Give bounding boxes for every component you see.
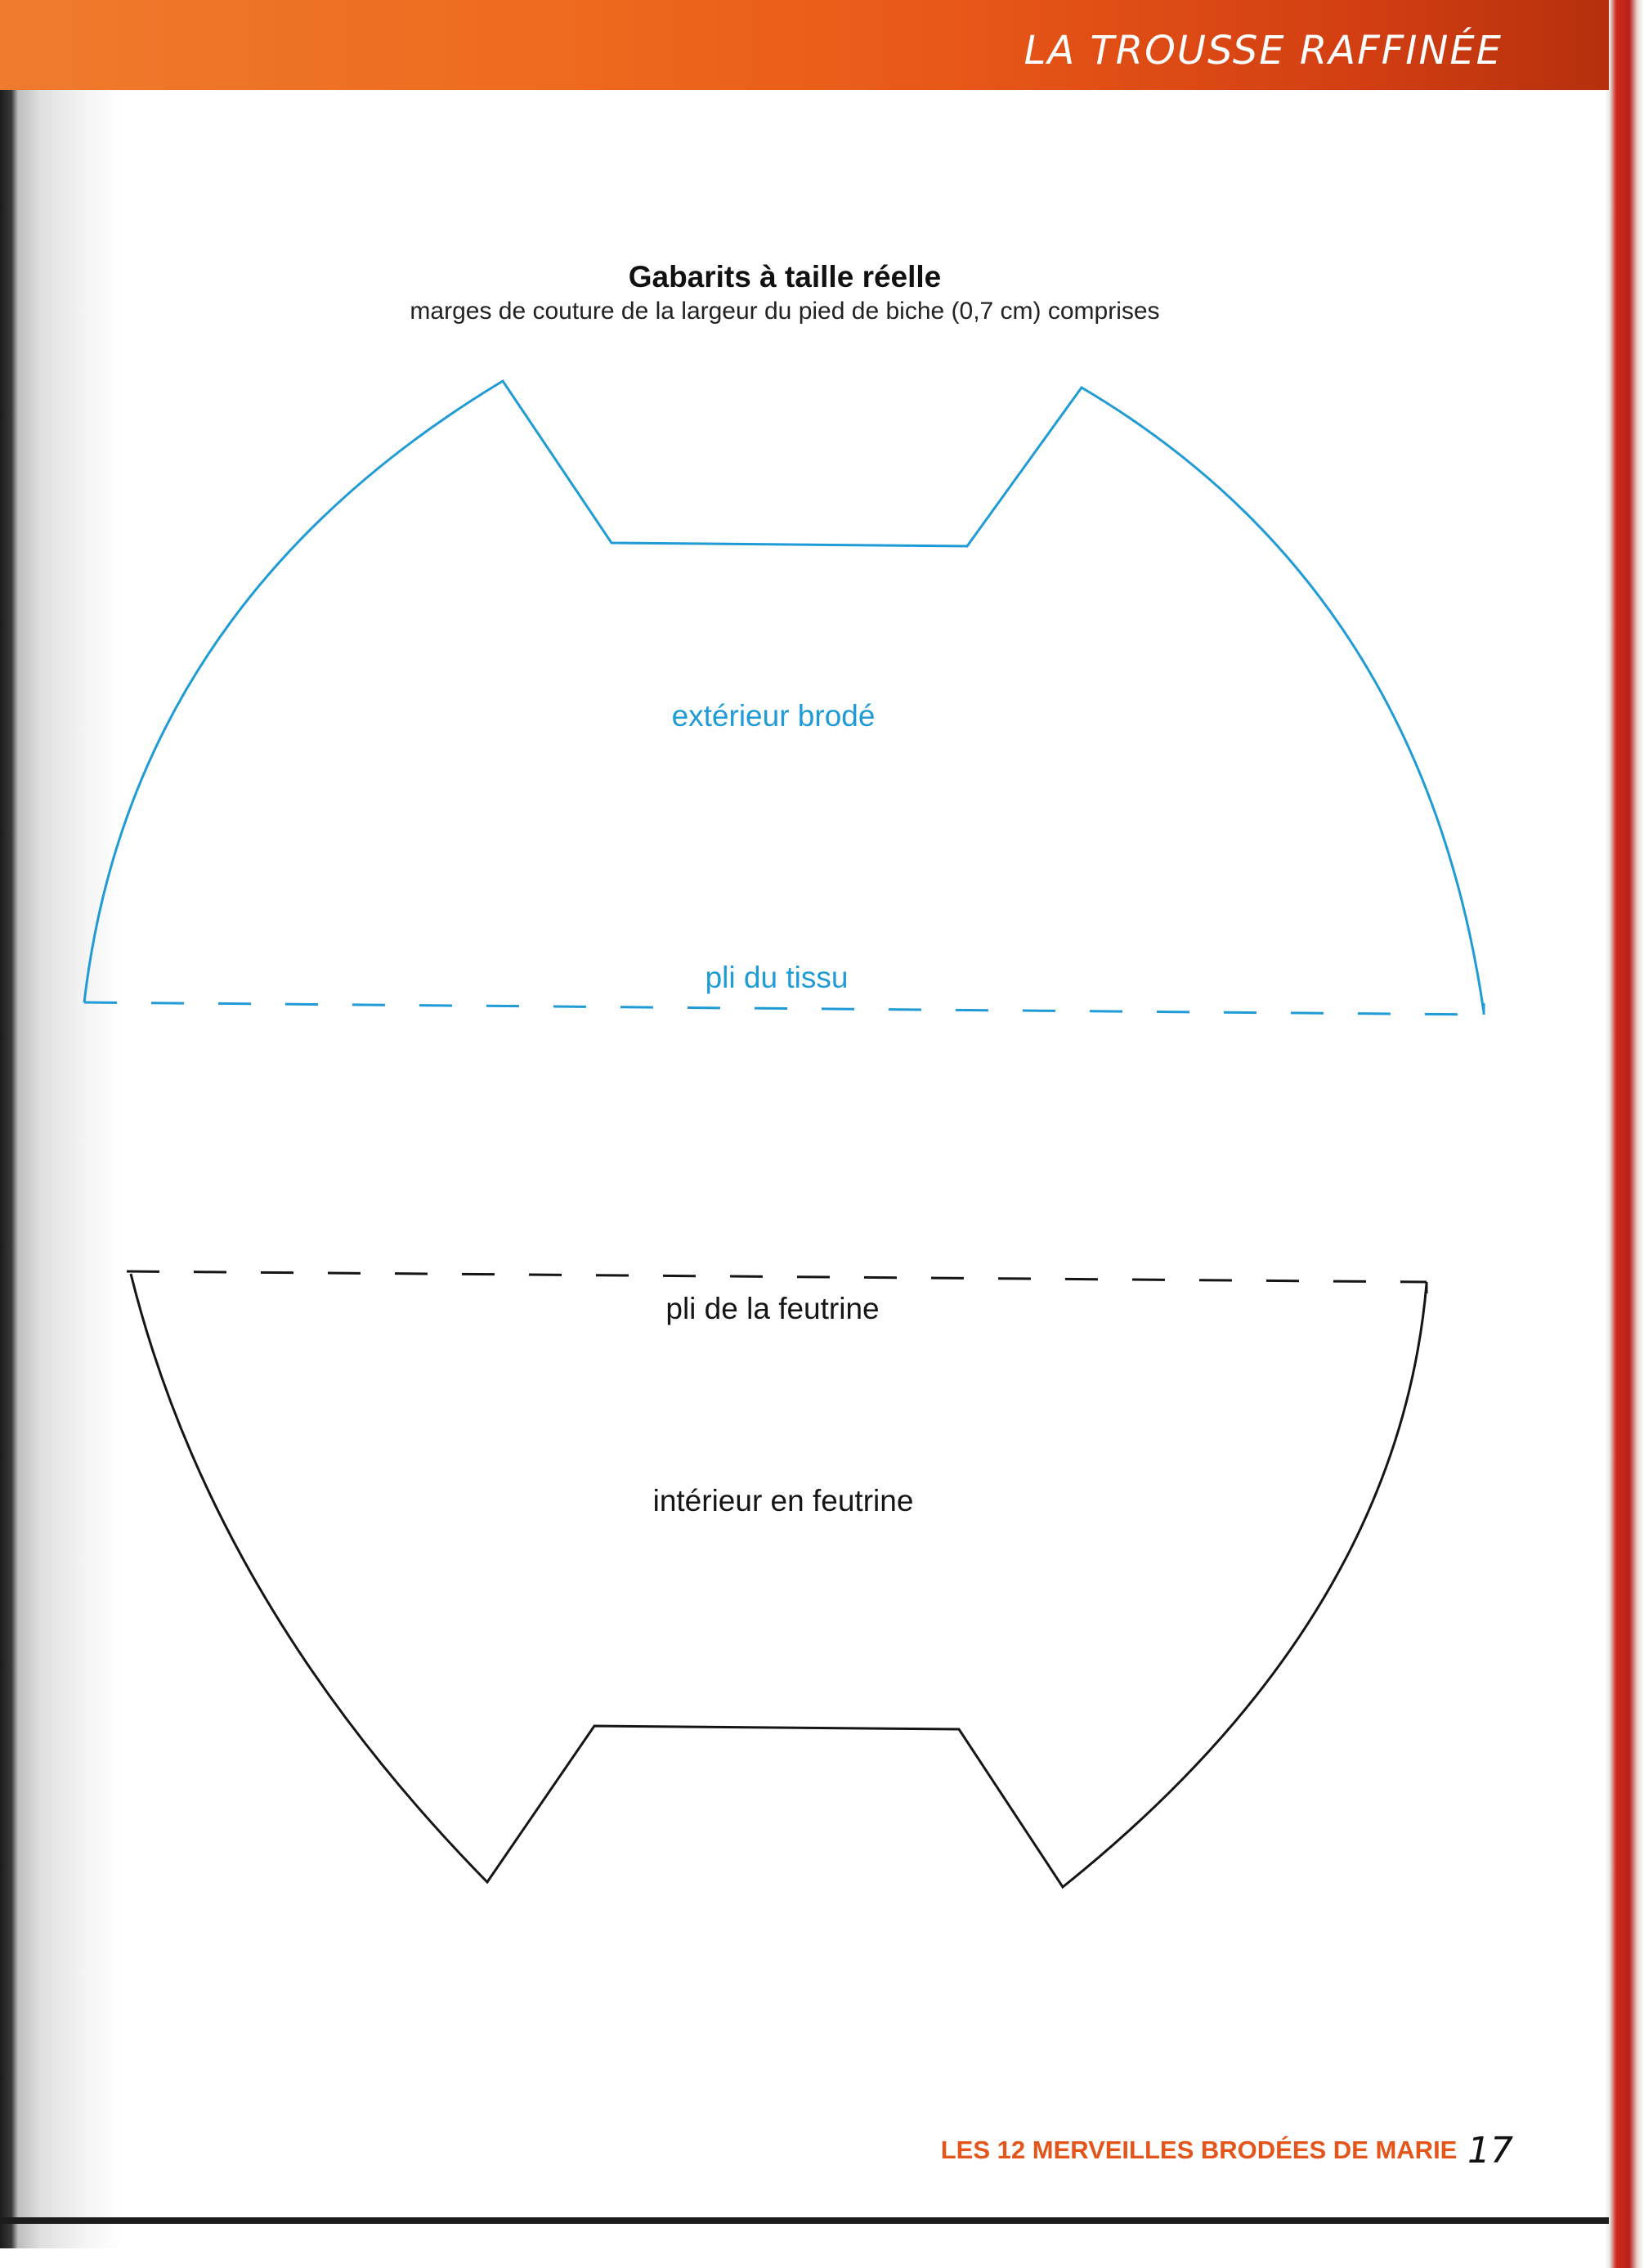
bottom-rule — [0, 2217, 1609, 2224]
outer-template-outline — [84, 381, 1484, 1012]
inner-fold-line — [127, 1271, 1427, 1282]
page-title: Gabarits à taille réelle — [628, 260, 942, 294]
outer-fold-label: pli du tissu — [705, 961, 849, 994]
section-title: LA TROUSSE RAFFINÉE — [1024, 28, 1503, 74]
inner-template-outline — [131, 1274, 1427, 1887]
outer-fold-line — [84, 1002, 1484, 1015]
outer-template-label: extérieur brodé — [671, 699, 876, 733]
page-number: 17 — [1467, 2130, 1513, 2172]
footer-publication-title — [941, 2136, 1515, 2165]
inner-fold-label: pli de la feutrine — [665, 1292, 880, 1325]
footer-text: LES 12 MERVEILLES BRODÉES DE MARIE — [940, 2136, 1458, 2164]
page-subtitle: marges de couture de la largeur du pied de biche (0,7 cm) comprises — [410, 298, 1160, 325]
inner-template-label: intérieur en feutrine — [652, 1484, 914, 1517]
